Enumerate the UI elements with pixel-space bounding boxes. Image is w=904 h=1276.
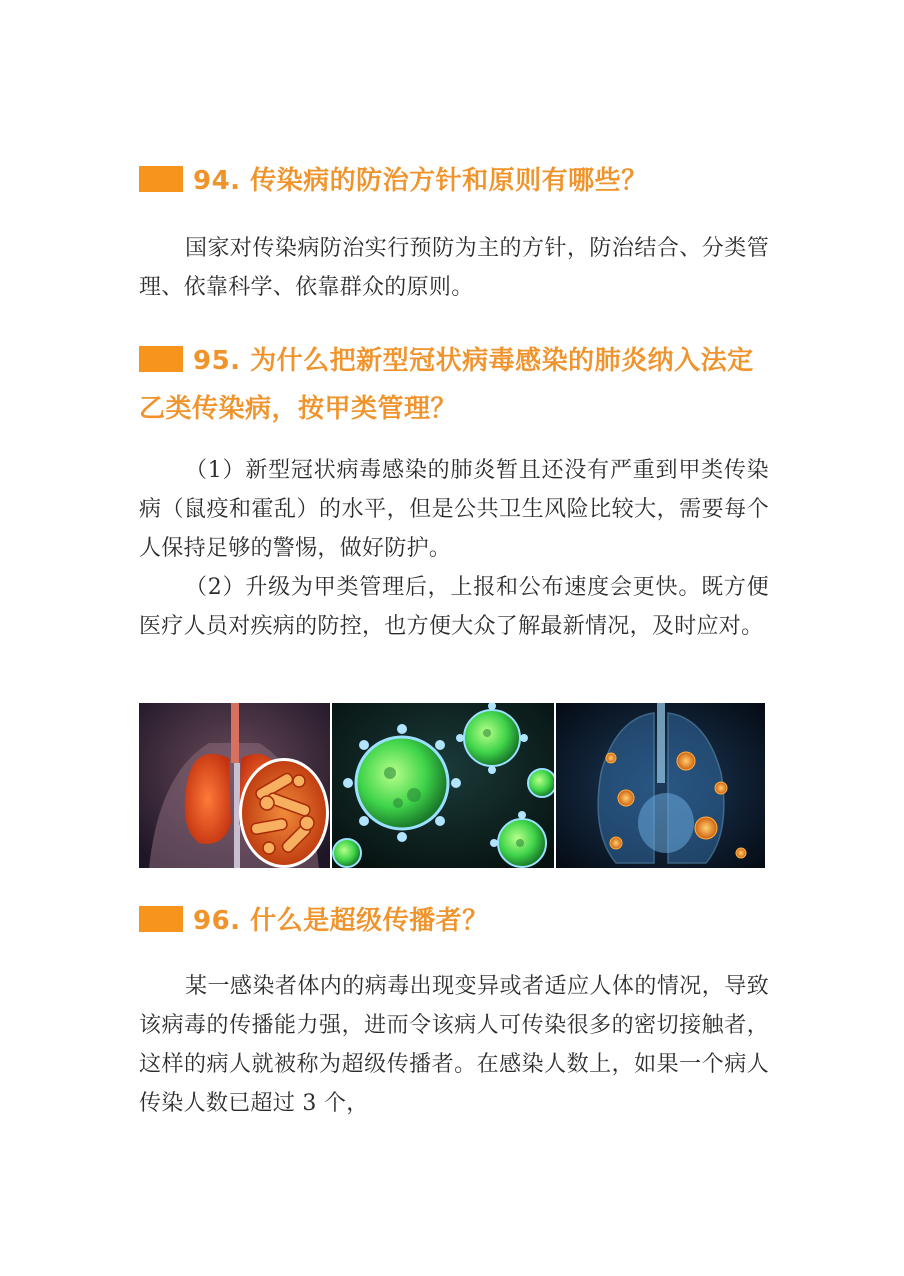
heading-q96	[139, 897, 779, 945]
section-marker	[139, 346, 183, 372]
heading-q95	[139, 337, 779, 433]
answer-q95-paragraph-2: （2）升级为甲类管理后，上报和公布速度会更快。既方便医疗人员对疾病的防控，也方便大众了解最新情况，及时应对。	[139, 575, 769, 639]
section-marker	[139, 166, 183, 192]
heading-q96-text: 96. 什么是超级传播者？	[193, 906, 489, 936]
answer-q94-paragraph: 国家对传染病防治实行预防为主的方针，防治结合、分类管理、依靠科学、依靠群众的原则。	[139, 236, 769, 300]
heading-q94	[139, 157, 779, 205]
section-marker	[139, 906, 183, 932]
illustration-strip	[139, 703, 765, 868]
answer-q96-paragraph: 某一感染者体内的病毒出现变异或者适应人体的情况，导致该病毒的传播能力强，进而令该病人可传染很多的密切接触者，这样的病人就被称为超级传播者。在感染人数上，如果一个病人传染人数已超过 3 个，	[139, 974, 769, 1116]
answer-q94	[139, 229, 769, 307]
answer-q96	[139, 967, 769, 1123]
answer-q95	[139, 451, 769, 646]
green-virus-illustration	[332, 703, 554, 868]
lungs-bacteria-illustration	[139, 703, 330, 868]
blue-lungs-virus-illustration	[556, 703, 765, 868]
answer-q95-paragraph-1: （1）新型冠状病毒感染的肺炎暂且还没有严重到甲类传染病（鼠疫和霍乱）的水平，但是公共卫生风险比较大，需要每个人保持足够的警惕，做好防护。	[139, 458, 769, 561]
heading-q95-text: 95. 为什么把新型冠状病毒感染的肺炎纳入法定乙类传染病，按甲类管理？	[139, 346, 754, 424]
heading-q94-text: 94. 传染病的防治方针和原则有哪些？	[193, 166, 648, 196]
